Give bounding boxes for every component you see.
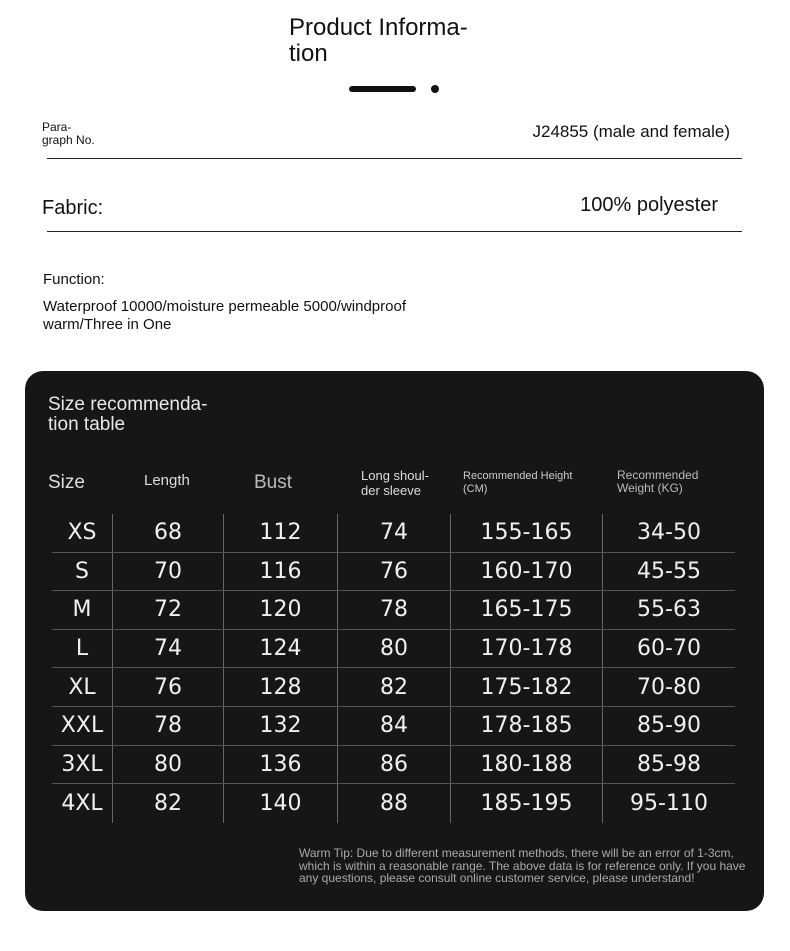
table-cell: 72 [113, 591, 224, 629]
table-cell: 180-188 [451, 746, 603, 784]
table-cell: 165-175 [451, 591, 603, 629]
header-sleeve: Long shoul-der sleeve [361, 468, 429, 498]
table-row [52, 630, 735, 669]
divider [47, 231, 742, 232]
table-cell: 80 [338, 630, 451, 668]
header-length: Length [144, 472, 190, 489]
table-cell: 136 [224, 746, 338, 784]
table-cell: 86 [338, 746, 451, 784]
paragraph-no-label: Para-graph No. [42, 120, 95, 147]
table-cell: 60-70 [637, 636, 701, 662]
table-cell: 34-50 [637, 520, 701, 546]
table-cell: 85-90 [637, 713, 701, 739]
table-cell: XS [52, 514, 113, 552]
decor-dot [431, 85, 439, 93]
table-cell: S [52, 553, 113, 591]
table-cell: 124 [224, 630, 338, 668]
fabric-value: 100% polyester [580, 194, 718, 216]
table-cell: 185-195 [451, 784, 603, 823]
header-weight: Recommended Weight (KG) [617, 468, 699, 495]
table-cell: 45-55 [637, 558, 701, 584]
table-row [52, 514, 735, 553]
header-bust: Bust [254, 472, 293, 493]
size-table-card [25, 371, 764, 911]
table-cell: 78 [338, 591, 451, 629]
table-cell: 74 [338, 514, 451, 552]
table-cell: 85-98 [637, 751, 701, 777]
table-cell: M [52, 591, 113, 629]
page-title: Product Informa-tion [289, 14, 468, 67]
warm-tip: Warm Tip: Due to different measurement methods, there will be an error of 1-3cm, which is within a reasonable range. The above data is for reference only. If you have any questions, please consult online customer service, please understand! [299, 846, 746, 885]
table-cell: XXL [52, 707, 113, 745]
table-row [52, 707, 735, 746]
table-cell: 120 [224, 591, 338, 629]
table-cell: 128 [224, 668, 338, 706]
table-row [52, 746, 735, 785]
table-cell: 70 [113, 553, 224, 591]
table-cell: 76 [338, 553, 451, 591]
table-cell: 80 [113, 746, 224, 784]
table-cell: 55-63 [637, 597, 701, 623]
table-cell: 3XL [52, 746, 113, 784]
size-table-title: Size recommenda-tion table [48, 394, 208, 435]
header-size: Size [48, 472, 85, 493]
table-cell: L [52, 630, 113, 668]
table-cell: 175-182 [451, 668, 603, 706]
table-cell: 82 [113, 784, 224, 823]
divider [47, 158, 742, 159]
paragraph-no-value: J24855 (male and female) [532, 122, 730, 141]
table-row [52, 668, 735, 707]
table-cell: 68 [113, 514, 224, 552]
table-cell: XL [52, 668, 113, 706]
table-cell: 4XL [52, 784, 113, 823]
table-cell: 74 [113, 630, 224, 668]
table-cell: 160-170 [451, 553, 603, 591]
table-cell: 132 [224, 707, 338, 745]
header-height: Recommended Height (CM) [463, 470, 573, 495]
decor-bar [349, 86, 416, 92]
fabric-label: Fabric: [42, 197, 104, 219]
table-cell: 88 [338, 784, 451, 823]
table-cell: 116 [224, 553, 338, 591]
table-cell: 155-165 [451, 514, 603, 552]
table-row [52, 784, 735, 823]
table-cell: 76 [113, 668, 224, 706]
table-cell: 84 [338, 707, 451, 745]
table-cell: 82 [338, 668, 451, 706]
table-row [52, 553, 735, 592]
table-cell: 78 [113, 707, 224, 745]
table-cell: 112 [224, 514, 338, 552]
size-table [52, 514, 735, 823]
table-cell: 95-110 [630, 790, 708, 816]
table-cell: 140 [224, 784, 338, 823]
table-cell: 70-80 [637, 674, 701, 700]
table-cell: 170-178 [451, 630, 603, 668]
table-row [52, 591, 735, 630]
table-cell: 178-185 [451, 707, 603, 745]
function-label: Function: [43, 271, 105, 288]
function-value: Waterproof 10000/moisture permeable 5000/windproof warm/Three in One [43, 298, 406, 333]
